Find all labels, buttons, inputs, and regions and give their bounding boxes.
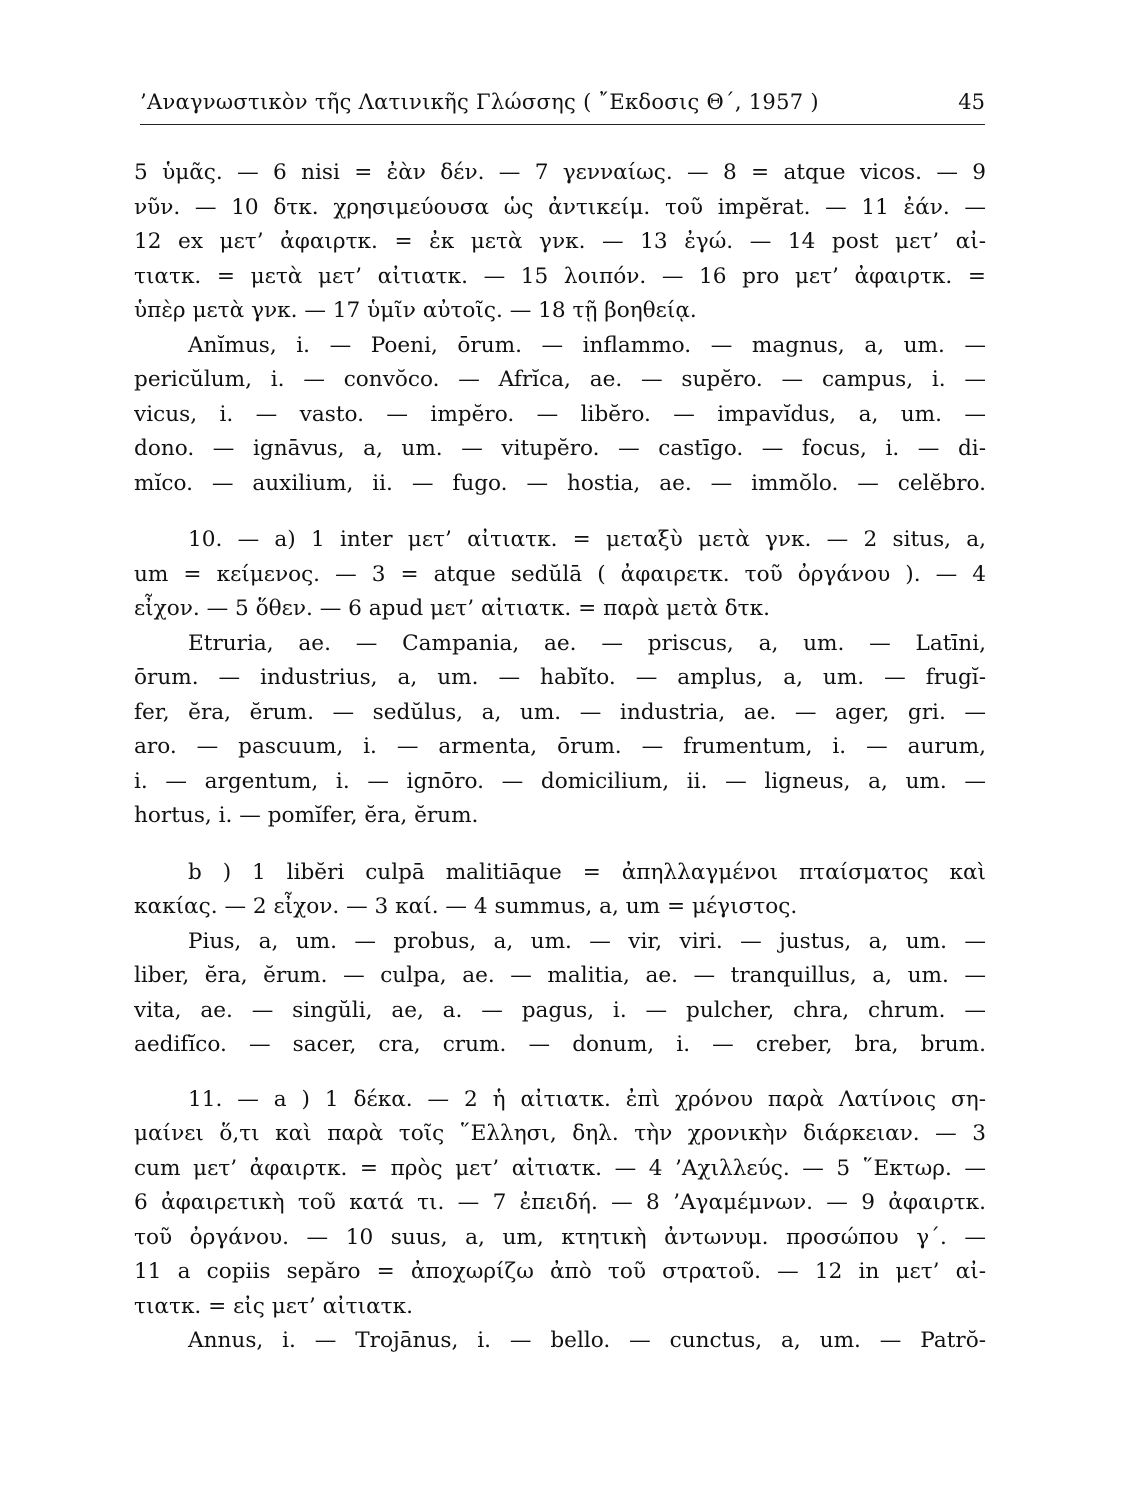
body-text	[134, 156, 986, 1359]
text-line: Anĭmus, i. — Poeni, ōrum. — inflammo. — magnus, a, um. —	[188, 332, 986, 358]
running-header	[140, 84, 985, 125]
text-line: ōrum. — industrius, a, um. — habĭto. — amplus, a, um. — frugĭ-	[134, 665, 986, 690]
paragraph-gap	[134, 1063, 986, 1083]
text-line: fer, ĕra, ĕrum. — sedŭlus, a, um. — industria, ae. — ager, gri. —	[134, 699, 986, 725]
text-line: κακίας. — 2 εἶχον. — 3 καί. — 4 summus, a, um = μέγιστος.	[134, 894, 798, 919]
text-line: Annus, i. — Trojānus, i. — bello. — cunctus, a, um. — Patrŏ-	[188, 1328, 986, 1353]
text-line: νῦν. — 10 δτκ. χρησιμεύουσα ὡς ἀντικείμ. τοῦ impĕrat. — 11 ἐάν. —	[134, 194, 986, 220]
paragraph-gap	[134, 501, 986, 523]
text-line: vicus, i. — vasto. — impĕro. — libĕro. — impavĭdus, a, um. —	[134, 401, 986, 427]
text-line: Pius, a, um. — probus, a, um. — vir, viri. — justus, a, um. —	[188, 928, 986, 954]
text-line: τιατκ. = εἰς μετ’ αἰτιατκ.	[134, 1293, 413, 1319]
text-line: τοῦ ὀργάνου. — 10 suus, a, um, κτητικὴ ἀντωνυμ. προσώπου γ΄. —	[134, 1224, 986, 1250]
text-line: ὑπὲρ μετὰ γνκ. — 17 ὑμῖν αὐτοῖς. — 18 τῇ βοηθείᾳ.	[134, 298, 697, 323]
text-line: 11. — a ) 1 δέκα. — 2 ἡ αἰτιατκ. ἐπὶ χρόνου παρὰ Λατίνοις ση-	[188, 1086, 986, 1112]
text-line: pericŭlum, i. — convŏco. — Afrĭca, ae. — supĕro. — campus, i. —	[134, 367, 986, 392]
text-line: 10. — a) 1 inter μετ’ αἰτιατκ. = μεταξὺ μετὰ γνκ. — 2 situs, a,	[188, 527, 986, 552]
text-line: um = κείμενος. — 3 = atque sedŭlā ( ἀφαιρετκ. τοῦ ὀργάνου ). — 4	[134, 561, 986, 587]
text-line: aro. — pascuum, i. — armenta, ōrum. — frumentum, i. — aurum,	[134, 734, 986, 759]
text-line: b ) 1 libĕri culpā malitiāque = ἀπηλλαγμένοι πταίσματος καὶ	[188, 859, 986, 885]
text-line: hortus, i. — pomĭfer, ĕra, ĕrum.	[134, 803, 479, 828]
text-line: aedifĭco. — sacer, cra, crum. — donum, i. — creber, bra, brum.	[134, 1032, 986, 1057]
text-line: μαίνει ὅ,τι καὶ παρὰ τοῖς ῞Ελλησι, δηλ. τὴν χρονικὴν διάρκειαν. — 3	[134, 1121, 986, 1146]
running-title: ’Αναγνωστικὸν τῆς Λατινικῆς Γλώσσης ( ῎Εκδοσις Θ΄, 1957 )	[140, 90, 819, 114]
paragraph-gap	[134, 834, 986, 856]
text-line: liber, ĕra, ĕrum. — culpa, ae. — malitia, ae. — tranquillus, a, um. —	[134, 963, 986, 988]
page-number: 45	[958, 90, 985, 114]
text-line: 12 ex μετ’ ἀφαιρτκ. = ἐκ μετὰ γνκ. — 13 ἐγώ. — 14 post μετ’ αἰ-	[134, 229, 986, 254]
text-line: Etruria, ae. — Campania, ae. — priscus, a, um. — Latīni,	[188, 630, 986, 656]
text-line: 11 a copiis sepăro = ἀποχωρίζω ἀπὸ τοῦ στρατοῦ. — 12 in μετ’ αἰ-	[134, 1259, 986, 1284]
text-line: 6 ἀφαιρετικὴ τοῦ κατά τι. — 7 ἐπειδή. — 8 ’Αγαμέμνων. — 9 ἀφαιρτκ.	[134, 1190, 986, 1215]
text-line: vita, ae. — singŭli, ae, a. — pagus, i. — pulcher, chra, chrum. —	[134, 997, 986, 1023]
text-line: dono. — ignāvus, a, um. — vitupĕro. — castīgo. — focus, i. — di-	[134, 436, 986, 461]
text-line: i. — argentum, i. — ignōro. — domicilium, ii. — ligneus, a, um. —	[134, 768, 986, 794]
text-line: 5 ὑμᾶς. — 6 nisi = ἐὰν δέν. — 7 γενναίως. — 8 = atque vicos. — 9	[134, 160, 986, 185]
text-line: τιατκ. = μετὰ μετ’ αἰτιατκ. — 15 λοιπόν. — 16 pro μετ’ ἀφαιρτκ. =	[134, 263, 986, 289]
text-line: mĭco. — auxilium, ii. — fugo. — hostia, ae. — immŏlo. — celĕbro.	[134, 470, 986, 496]
text-line: εἶχον. — 5 ὅθεν. — 6 apud μετ’ αἰτιατκ. = παρὰ μετὰ δτκ.	[134, 596, 770, 621]
text-line: cum μετ’ ἀφαιρτκ. = πρὸς μετ’ αἰτιατκ. — 4 ’Αχιλλεύς. — 5 ῞Εκτωρ. —	[134, 1155, 986, 1181]
